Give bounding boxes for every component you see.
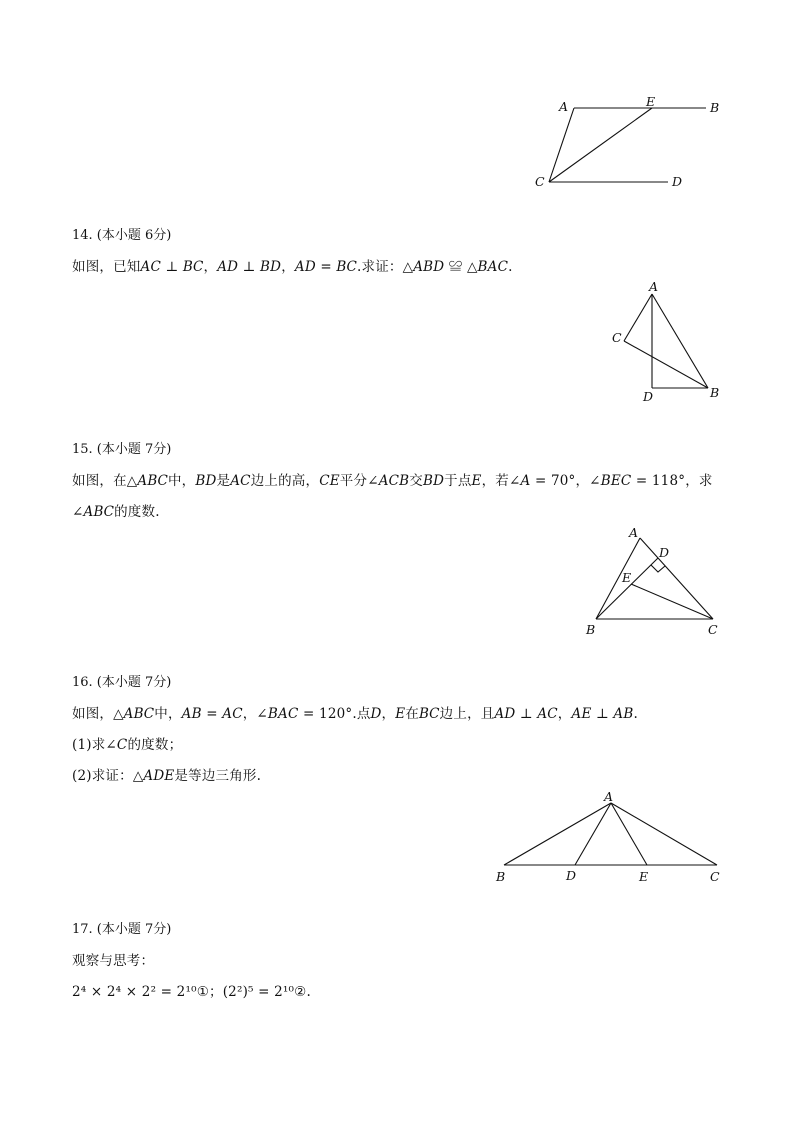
q16-line-AB: [504, 803, 611, 865]
q15-label-C: C: [708, 622, 718, 637]
q15-title: 15. (本小题 7分): [72, 442, 172, 457]
q17-title: 17. (本小题 7分): [72, 922, 172, 937]
q16-label-E: E: [639, 869, 649, 884]
q13-label-D: D: [672, 174, 683, 189]
q14-label-C: C: [612, 330, 622, 345]
q16-label-A: A: [604, 789, 614, 804]
q17-intro: 观察与思考：: [72, 953, 155, 969]
q14-title: 14. (本小题 6分): [72, 228, 172, 243]
q15-label-E: E: [622, 570, 632, 585]
q16-statement: 如图，△𝐴𝐵𝐶中，𝐴𝐵 = 𝐴𝐶，∠𝐵𝐴𝐶 = 120°.点𝐷，𝐸在𝐵𝐶边上，且𝐴𝐷 ⊥ 𝐴𝐶，𝐴𝐸 ⊥ 𝐴𝐵.: [72, 706, 638, 722]
q17-formula: 2⁴ × 2⁴ × 2² = 2¹⁰①；(2²)⁵ = 2¹⁰②.: [72, 984, 311, 1000]
q16-line-AC: [611, 803, 717, 865]
q16-label-D: D: [566, 868, 577, 883]
q16-part1: (1)求∠𝐶的度数；: [72, 737, 183, 753]
q16-label-B: B: [496, 869, 506, 884]
q13-label-E: E: [646, 94, 656, 109]
q14-label-D: D: [643, 389, 654, 404]
q15-statement-line2: ∠𝐴𝐵𝐶的度数.: [72, 504, 160, 520]
q16-label-C: C: [710, 869, 720, 884]
q16-line-AD: [575, 803, 611, 865]
q16-part2: (2)求证：△𝐴𝐷𝐸是等边三角形.: [72, 768, 262, 784]
q13-label-B: B: [710, 100, 720, 115]
q15-label-B: B: [586, 622, 596, 637]
q15-label-D: D: [659, 545, 670, 560]
q13-label-A: A: [559, 99, 569, 114]
q14-statement: 如图，已知𝐴𝐶 ⊥ 𝐵𝐶，𝐴𝐷 ⊥ 𝐵𝐷，𝐴𝐷 = 𝐵𝐶.求证：△𝐴𝐵𝐷 ≌ △𝐵𝐴𝐶.: [72, 259, 513, 275]
q13-label-C: C: [535, 174, 545, 189]
q15-statement-line1: 如图，在△𝐴𝐵𝐶中，𝐵𝐷是𝐴𝐶边上的高，𝐶𝐸平分∠𝐴𝐶𝐵交𝐵𝐷于点𝐸，若∠𝐴 = 70°，∠𝐵𝐸𝐶 = 118°，求: [72, 473, 713, 489]
q14-label-A: A: [649, 279, 659, 294]
q15-label-A: A: [629, 525, 639, 540]
q14-label-B: B: [710, 385, 720, 400]
q16-line-AE: [611, 803, 647, 865]
q16-title: 16. (本小题 7分): [72, 675, 172, 690]
